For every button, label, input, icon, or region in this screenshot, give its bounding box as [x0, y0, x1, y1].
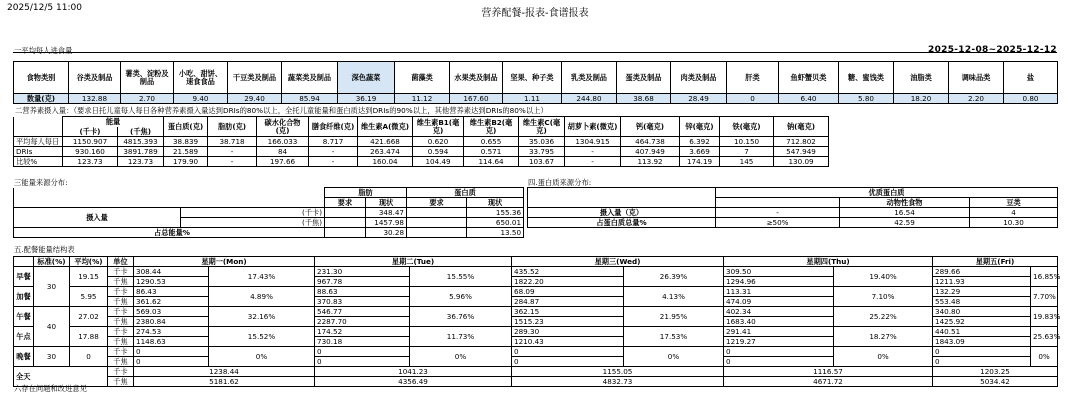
- food-column-header: 深色蔬菜: [338, 62, 395, 94]
- unit-kj: 千焦: [108, 337, 134, 347]
- food-column-header: 乳类及制品: [562, 62, 617, 94]
- meal-pct: 36.76%: [410, 307, 512, 327]
- meal-corner: [14, 257, 34, 267]
- unit-kcal: 千卡: [108, 267, 134, 277]
- food-amount-cell: 1.11: [503, 94, 562, 104]
- meal-pct: 32.16%: [209, 307, 315, 327]
- food-column-header: 糖、蜜饯类: [839, 62, 894, 94]
- nutrient-value-cell: 930.160: [63, 147, 118, 157]
- unit-kcal: 千卡: [108, 327, 134, 337]
- unit-kj: 千焦: [108, 357, 134, 367]
- day-header: 星期四(Thu): [724, 257, 933, 267]
- meal-kcal: 86.43: [134, 287, 209, 297]
- meal-name: 晚餐: [14, 347, 34, 367]
- meal-kcal: 132.29: [933, 287, 1031, 297]
- fat-kj: 1457.98: [366, 218, 407, 228]
- nutrient-value-cell: 130.09: [774, 157, 829, 167]
- unit-kcal: 千卡: [108, 367, 134, 377]
- meal-avg: 0: [70, 347, 108, 367]
- meal-kcal: 0: [724, 347, 834, 357]
- unit-kcal: (千卡): [181, 208, 325, 218]
- nutrient-value-cell: 21.589: [164, 147, 208, 157]
- meal-kcal: 0: [315, 347, 410, 357]
- section6-title: 六存在问题和改进意见: [14, 384, 87, 393]
- avg-header: 平均(%): [70, 257, 108, 267]
- meal-kcal: 88.63: [315, 287, 410, 297]
- meal-kcal: 174.52: [315, 327, 410, 337]
- meal-kj: 1515.23: [512, 317, 624, 327]
- protein-pct: 13.50: [467, 228, 524, 238]
- food-column-header: 调味品类: [949, 62, 1004, 94]
- nutrient-value-cell: 104.49: [413, 157, 464, 167]
- meal-pct: 0%: [624, 347, 724, 367]
- meal-pct: 0%: [1031, 347, 1058, 367]
- energy-unit-kj: (千焦): [118, 127, 164, 137]
- nutrient-value-cell: -: [208, 147, 257, 157]
- food-amount-cell: 38.68: [617, 94, 671, 104]
- food-amount-cell: 2.70: [121, 94, 174, 104]
- meal-kj: 0: [724, 357, 834, 367]
- nutrient-value-cell: 166.033: [257, 137, 309, 147]
- nutrient-col-header: 胡萝卜素(微克): [565, 117, 621, 137]
- food-intake-table: [13, 61, 1058, 104]
- meal-pct: 16.85%: [1031, 267, 1058, 287]
- nutrient-value-cell: 197.66: [257, 157, 309, 167]
- meal-std: 30: [34, 267, 70, 307]
- meal-pct: 11.73%: [410, 327, 512, 347]
- food-amount-cell: 29.40: [228, 94, 282, 104]
- nutrient-value-cell: 38.718: [208, 137, 257, 147]
- meal-name: 午点: [14, 327, 34, 347]
- food-amount-cell: 167.60: [450, 94, 503, 104]
- unit-kj: 千焦: [108, 297, 134, 307]
- meal-kj: 1822.20: [512, 277, 624, 287]
- food-amount-cell: 18.20: [894, 94, 949, 104]
- nutrient-value-cell: 123.73: [118, 157, 164, 167]
- meal-kj: 0: [512, 357, 624, 367]
- meal-pct: 0%: [410, 347, 512, 367]
- meal-kj: 967.78: [315, 277, 410, 287]
- total-kcal: 1116.57: [724, 367, 933, 377]
- meal-kj: 553.48: [933, 297, 1031, 307]
- meal-pct: 25.63%: [1031, 327, 1058, 347]
- food-column-header: 鱼虾蟹贝类: [779, 62, 839, 94]
- nutrient-col-header: 维生素C(毫克): [519, 117, 565, 137]
- meal-kj: 370.83: [315, 297, 410, 307]
- unit-kj: 千焦: [108, 377, 134, 387]
- fat-req-pct: [325, 228, 366, 238]
- prot-req-kcal: [407, 208, 467, 218]
- food-amount-cell: 132.88: [69, 94, 121, 104]
- quality-protein-header: 优质蛋白质: [716, 188, 1058, 198]
- nutrient-table: [13, 116, 829, 167]
- nutrient-col-header: 碳水化合物(克): [257, 117, 309, 137]
- meal-std: 30: [34, 347, 70, 367]
- nutrient-col-header: 维生素B2(毫克): [464, 117, 519, 137]
- nutrient-row-label: 平均每人每日: [14, 137, 63, 147]
- prot-req-kj: [407, 218, 467, 228]
- food-column-header: 菌藻类: [395, 62, 450, 94]
- unit-kcal: 千卡: [108, 347, 134, 357]
- meal-kj: 2287.70: [315, 317, 410, 327]
- meal-kj: 1425.92: [933, 317, 1031, 327]
- food-amount-cell: 0: [727, 94, 779, 104]
- meal-kj: 0: [933, 357, 1031, 367]
- food-amount-cell: 28.49: [671, 94, 727, 104]
- food-amount-cell: 244.80: [562, 94, 617, 104]
- meal-kcal: 0: [134, 347, 209, 357]
- meal-pct: 21.95%: [624, 307, 724, 327]
- meal-kcal: 569.03: [134, 307, 209, 317]
- protein-intake-animal: 16.54: [840, 208, 970, 218]
- meal-pct: 17.43%: [209, 267, 315, 287]
- meal-kcal: 291.41: [724, 327, 834, 337]
- meal-pct: 15.55%: [410, 267, 512, 287]
- food-column-header: 坚果、种子类: [503, 62, 562, 94]
- nutrient-value-cell: 7: [720, 147, 774, 157]
- fat-req-kcal: [325, 208, 366, 218]
- nutrient-value-cell: 8.717: [309, 137, 358, 147]
- divider: [13, 52, 1057, 53]
- nutrient-value-cell: 145: [720, 157, 774, 167]
- total-kj: 4832.73: [512, 377, 724, 387]
- meal-kcal: 0: [512, 347, 624, 357]
- day-header: 星期五(Fri): [933, 257, 1058, 267]
- protein-kcal: 155.36: [467, 208, 524, 218]
- protein-header: 蛋白质: [407, 188, 524, 198]
- nutrient-col-header: 钠(毫克): [774, 117, 829, 137]
- nutrient-row-header-blank: [14, 117, 63, 137]
- food-amount-cell: 36.19: [338, 94, 395, 104]
- nutrient-col-header: 膳食纤维(克): [309, 117, 358, 137]
- total-kj: 4671.72: [724, 377, 933, 387]
- nutrient-value-cell: 4815.393: [118, 137, 164, 147]
- nutrient-value-cell: 0.571: [464, 147, 519, 157]
- nutrient-value-cell: 421.668: [358, 137, 413, 147]
- nutrient-col-header: 钙(毫克): [621, 117, 680, 137]
- protein-kj: 650.01: [467, 218, 524, 228]
- energy-source-table: [13, 187, 524, 238]
- nutrient-value-cell: 38.839: [164, 137, 208, 147]
- nutrient-value-cell: 407.949: [621, 147, 680, 157]
- total-kcal: 1203.25: [933, 367, 1058, 377]
- nutrient-value-cell: 179.90: [164, 157, 208, 167]
- meal-pct: 0%: [209, 347, 315, 367]
- nutrient-value-cell: 0.655: [464, 137, 519, 147]
- total-kj: 5181.62: [134, 377, 315, 387]
- meal-pct: 7.70%: [1031, 287, 1058, 307]
- meal-kcal: 340.80: [933, 307, 1031, 317]
- food-amount-cell: 9.40: [174, 94, 228, 104]
- meal-std: 40: [34, 307, 70, 347]
- nutrient-value-cell: 1304.915: [565, 137, 621, 147]
- nutrient-value-cell: -: [309, 157, 358, 167]
- meal-kcal: 435.52: [512, 267, 624, 277]
- date-range: 2025-12-08~2025-12-12: [928, 45, 1057, 55]
- nutrient-value-cell: 174.19: [680, 157, 720, 167]
- meal-pct: 4.13%: [624, 287, 724, 307]
- nutrient-value-cell: 33.795: [519, 147, 565, 157]
- meal-name: 午餐: [14, 307, 34, 327]
- meal-kj: 730.18: [315, 337, 410, 347]
- nutrient-row-label: DRIs: [14, 147, 63, 157]
- nutrient-value-cell: 712.802: [774, 137, 829, 147]
- animal-food-header: 动物性食物: [840, 198, 970, 208]
- nutrient-value-cell: 10.150: [720, 137, 774, 147]
- total-kcal: 1155.05: [512, 367, 724, 377]
- nutrient-col-header: 维生素B1(毫克): [413, 117, 464, 137]
- nutrient-col-header: 蛋白质(克): [164, 117, 208, 137]
- food-column-header: 干豆类及制品: [228, 62, 282, 94]
- protein-source-corner: [528, 188, 716, 198]
- meal-kcal: 274.53: [134, 327, 209, 337]
- meal-pct: 19.40%: [834, 267, 933, 287]
- protein-actual-header: 现状: [467, 198, 524, 208]
- meal-kj: 0: [134, 357, 209, 367]
- meal-kcal: 289.66: [933, 267, 1031, 277]
- food-row-label: 数量(克): [14, 94, 69, 104]
- meal-kj: 1210.43: [512, 337, 624, 347]
- nutrient-value-cell: 263.474: [358, 147, 413, 157]
- meal-kcal: 68.09: [512, 287, 624, 297]
- meal-kcal: 231.30: [315, 267, 410, 277]
- meal-kj: 1294.96: [724, 277, 834, 287]
- nutrient-value-cell: -: [565, 147, 621, 157]
- nutrient-value-cell: -: [208, 157, 257, 167]
- protein-source-table: [527, 187, 1058, 228]
- fat-req-header: 要求: [325, 198, 366, 208]
- meal-pct: 0%: [834, 347, 933, 367]
- protein-intake-bean: 4: [970, 208, 1058, 218]
- section5-title: 五.配餐能量结构表: [14, 245, 75, 254]
- section2-title: 二营养素摄入量：（要求日托儿童每人每日各种营养素摄入量达到DRIs的80%以上，全托儿童能量和蛋白质达到DRIs的90%以上，其他营养素达到DRIs的80%以上）: [15, 106, 548, 115]
- meal-kj: 2380.84: [134, 317, 209, 327]
- food-amount-cell: 6.40: [779, 94, 839, 104]
- food-column-header: 水果类及制品: [450, 62, 503, 94]
- nutrient-value-cell: 464.738: [621, 137, 680, 147]
- meal-pct: 26.39%: [624, 267, 724, 287]
- unit-header: 单位: [108, 257, 134, 267]
- fat-kcal: 348.47: [366, 208, 407, 218]
- nutrient-value-cell: 114.64: [464, 157, 519, 167]
- nutrient-value-cell: 84: [257, 147, 309, 157]
- day-header: 星期二(Tue): [315, 257, 512, 267]
- meal-kj: 1290.53: [134, 277, 209, 287]
- meal-kcal: 0: [933, 347, 1031, 357]
- meal-avg: 19.15: [70, 267, 108, 287]
- protein-pct-label: 占蛋白质总量%: [528, 218, 716, 228]
- food-column-header: 油脂类: [894, 62, 949, 94]
- nutrient-col-header: 铁(毫克): [720, 117, 774, 137]
- section1-title: 一平均每人进食量: [14, 46, 73, 55]
- nutrient-value-cell: -: [565, 157, 621, 167]
- nutrient-value-cell: 0.620: [413, 137, 464, 147]
- day-header: 星期三(Wed): [512, 257, 724, 267]
- unit-kj: (千焦): [181, 218, 325, 228]
- protein-pct-animal: 42.59: [840, 218, 970, 228]
- nutrient-value-cell: 123.73: [63, 157, 118, 167]
- bean-header: 豆类: [970, 198, 1058, 208]
- meal-energy-table: [13, 256, 1061, 387]
- total-label: 全天: [14, 367, 108, 387]
- day-header: 星期一(Mon): [134, 257, 315, 267]
- meal-pct: 25.22%: [834, 307, 933, 327]
- meal-pct: 15.52%: [209, 327, 315, 347]
- meal-kj: 0: [315, 357, 410, 367]
- meal-kcal: 308.44: [134, 267, 209, 277]
- fat-req-kj: [325, 218, 366, 228]
- nutrient-value-cell: -: [309, 147, 358, 157]
- meal-kj: 1219.27: [724, 337, 834, 347]
- nutrient-row-label: 比较%: [14, 157, 63, 167]
- meal-kj: 474.09: [724, 297, 834, 307]
- energy-pct-label: 占总能量%: [14, 228, 325, 238]
- unit-kj: 千焦: [108, 277, 134, 287]
- meal-kcal: 546.77: [315, 307, 410, 317]
- meal-kcal: 440.51: [933, 327, 1031, 337]
- nutrient-value-cell: 113.92: [621, 157, 680, 167]
- nutrient-value-cell: 103.67: [519, 157, 565, 167]
- total-kcal: 1041.23: [315, 367, 512, 377]
- food-amount-cell: 5.80: [839, 94, 894, 104]
- unit-kj: 千焦: [108, 317, 134, 327]
- nutrient-col-header: 脂肪(克): [208, 117, 257, 137]
- section3-title: 三能量来源分布:: [14, 178, 68, 187]
- food-column-header: 谷类及制品: [69, 62, 121, 94]
- page-title: 营养配餐-报表-食谱报表: [481, 8, 589, 19]
- protein-source-corner-2: [528, 198, 716, 208]
- meal-kcal: 309.50: [724, 267, 834, 277]
- std-header: 标准(%): [34, 257, 70, 267]
- energy-unit-kcal: (千卡): [63, 127, 118, 137]
- meal-kj: 1148.63: [134, 337, 209, 347]
- total-kj: 5034.42: [933, 377, 1058, 387]
- meal-name: 加餐: [14, 287, 34, 307]
- meal-kcal: 362.15: [512, 307, 624, 317]
- protein-intake-label: 摄入量（克）: [528, 208, 716, 218]
- food-amount-cell: 11.12: [395, 94, 450, 104]
- food-column-header: 肉类及制品: [671, 62, 727, 94]
- food-column-header: 薯类、淀粉及制品: [121, 62, 174, 94]
- food-amount-cell: 2.20: [949, 94, 1004, 104]
- meal-kcal: 289.30: [512, 327, 624, 337]
- meal-pct: 18.27%: [834, 327, 933, 347]
- nutrient-col-header: 维生素A(微克): [358, 117, 413, 137]
- nutrient-col-header: 锌(毫克): [680, 117, 720, 137]
- fat-pct: 30.28: [366, 228, 407, 238]
- meal-avg: 27.02: [70, 307, 108, 327]
- meal-pct: 19.83%: [1031, 307, 1058, 327]
- food-amount-cell: 0.80: [1004, 94, 1058, 104]
- meal-kj: 1683.40: [724, 317, 834, 327]
- print-timestamp: 2025/12/5 11:00: [7, 3, 82, 13]
- unit-kcal: 千卡: [108, 307, 134, 317]
- food-amount-cell: 85.94: [282, 94, 338, 104]
- meal-name: 早餐: [14, 267, 34, 287]
- meal-pct: 7.10%: [834, 287, 933, 307]
- nutrient-value-cell: 3.669: [680, 147, 720, 157]
- protein-req-header: 要求: [407, 198, 467, 208]
- meal-avg: 17.88: [70, 327, 108, 347]
- food-column-header: 盐: [1004, 62, 1058, 94]
- food-column-header: 肝类: [727, 62, 779, 94]
- meal-kj: 1843.09: [933, 337, 1031, 347]
- meal-kj: 1211.93: [933, 277, 1031, 287]
- nutrient-value-cell: 3891.789: [118, 147, 164, 157]
- fat-actual-header: 现状: [366, 198, 407, 208]
- food-column-header: 小吃、甜饼、速食食品: [174, 62, 228, 94]
- total-kj: 4356.49: [315, 377, 512, 387]
- section4-title: 四.蛋白质来源分布:: [528, 178, 592, 187]
- energy-header: 能量: [63, 117, 164, 127]
- protein-intake-req: -: [716, 208, 840, 218]
- unit-kcal: 千卡: [108, 287, 134, 297]
- energy-source-corner: [14, 188, 325, 208]
- meal-kcal: 402.34: [724, 307, 834, 317]
- food-column-header: 蔬菜类及制品: [282, 62, 338, 94]
- protein-pct-bean: 10.30: [970, 218, 1058, 228]
- nutrient-value-cell: 160.04: [358, 157, 413, 167]
- meal-avg: 5.95: [70, 287, 108, 307]
- protein-pct-req: ≥50%: [716, 218, 840, 228]
- meal-kj: 361.62: [134, 297, 209, 307]
- meal-pct: 4.89%: [209, 287, 315, 307]
- nutrient-value-cell: 1150.907: [63, 137, 118, 147]
- meal-kcal: 113.31: [724, 287, 834, 297]
- meal-kj: 284.87: [512, 297, 624, 307]
- intake-label: 摄入量: [14, 208, 181, 228]
- meal-pct: 5.96%: [410, 287, 512, 307]
- fat-header: 脂肪: [325, 188, 407, 198]
- nutrient-value-cell: 0.594: [413, 147, 464, 157]
- meal-pct: 17.53%: [624, 327, 724, 347]
- nutrient-value-cell: 6.392: [680, 137, 720, 147]
- food-column-header: 蛋类及制品: [617, 62, 671, 94]
- nutrient-value-cell: 547.949: [774, 147, 829, 157]
- nutrient-value-cell: 35.036: [519, 137, 565, 147]
- protein-req-col: [716, 198, 840, 208]
- prot-req-pct: [407, 228, 467, 238]
- food-column-header: 食物类别: [14, 62, 69, 94]
- total-kcal: 1238.44: [134, 367, 315, 377]
